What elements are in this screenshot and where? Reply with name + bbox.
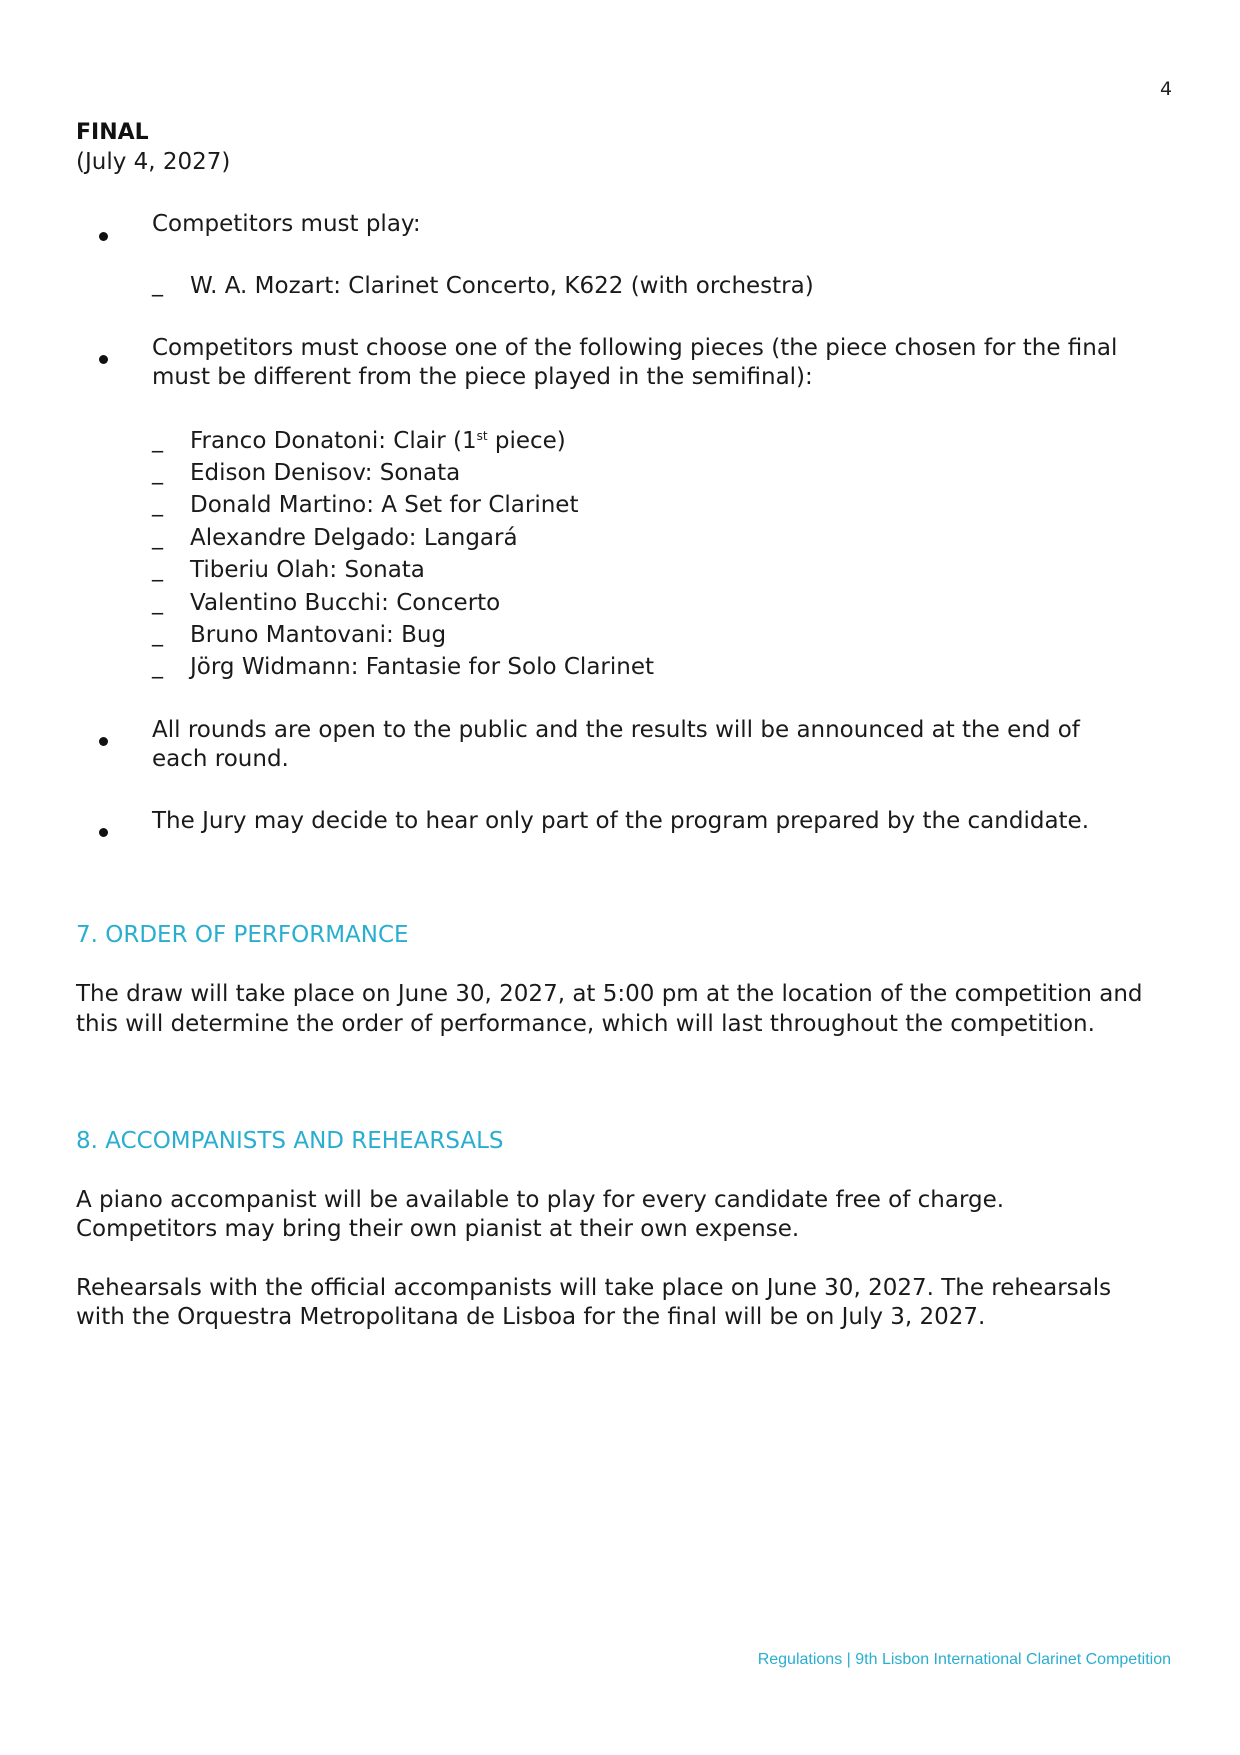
section-7-line2: this will determine the order of performance, which will last throughout the competition. [76,1011,1095,1037]
bullet-open-rounds-line2: each round. [152,746,289,772]
list-item: Valentino Bucchi: Concerto [190,590,501,616]
list-dash: _ [152,622,163,647]
section-7-line1: The draw will take place on June 30, 2027, at 5:00 pm at the location of the competition and [76,981,1143,1007]
list-dash: _ [152,460,163,485]
list-dash: _ [152,525,163,550]
section-8-p1-line1: A piano accompanist will be available to play for every candidate free of charge. [76,1187,1005,1213]
list-item: Bruno Mantovani: Bug [190,622,447,648]
bullet-icon [99,737,108,746]
bullet-choose-one-line1: Competitors must choose one of the following pieces (the piece chosen for the final [152,335,1118,361]
section-8-p2-line1: Rehearsals with the official accompanists will take place on June 30, 2027. The rehearsals [76,1275,1112,1301]
list-item-mozart: W. A. Mozart: Clarinet Concerto, K622 (with orchestra) [190,273,814,299]
section-8-p1-line2: Competitors may bring their own pianist at their own expense. [76,1216,800,1242]
list-dash: _ [152,557,163,582]
bullet-choose-one-line2: must be different from the piece played in the semifinal): [152,364,813,390]
section-8-p2-line2: with the Orquestra Metropolitana de Lisboa for the final will be on July 3, 2027. [76,1304,986,1330]
list-dash: _ [152,654,163,679]
bullet-icon [99,828,108,837]
bullet-icon [99,355,108,364]
list-item: Donald Martino: A Set for Clarinet [190,492,579,518]
list-item: Tiberiu Olah: Sonata [190,557,425,583]
list-dash: _ [152,428,163,453]
bullet-jury: The Jury may decide to hear only part of the program prepared by the candidate. [152,808,1090,834]
section-8-heading: 8. ACCOMPANISTS AND REHEARSALS [76,1128,504,1154]
list-item: Jörg Widmann: Fantasie for Solo Clarinet [190,654,655,680]
list-item: Alexandre Delgado: Langará [190,525,518,551]
list-dash: _ [152,492,163,517]
list-item: Edison Denisov: Sonata [190,460,461,486]
final-heading: FINAL [76,120,149,145]
list-item-donatoni: Franco Donatoni: Clair (1st piece) [190,428,566,454]
bullet-open-rounds-line1: All rounds are open to the public and the results will be announced at the end of [152,717,1080,743]
section-7-heading: 7. ORDER OF PERFORMANCE [76,922,409,948]
bullet-icon [99,232,108,241]
footer-text: Regulations | 9th Lisbon International Clarinet Competition [757,1651,1171,1668]
list-dash: _ [152,272,163,297]
page-number: 4 [1160,78,1173,100]
bullet-must-play: Competitors must play: [152,211,421,237]
final-date: (July 4, 2027) [76,149,231,175]
list-dash: _ [152,590,163,615]
